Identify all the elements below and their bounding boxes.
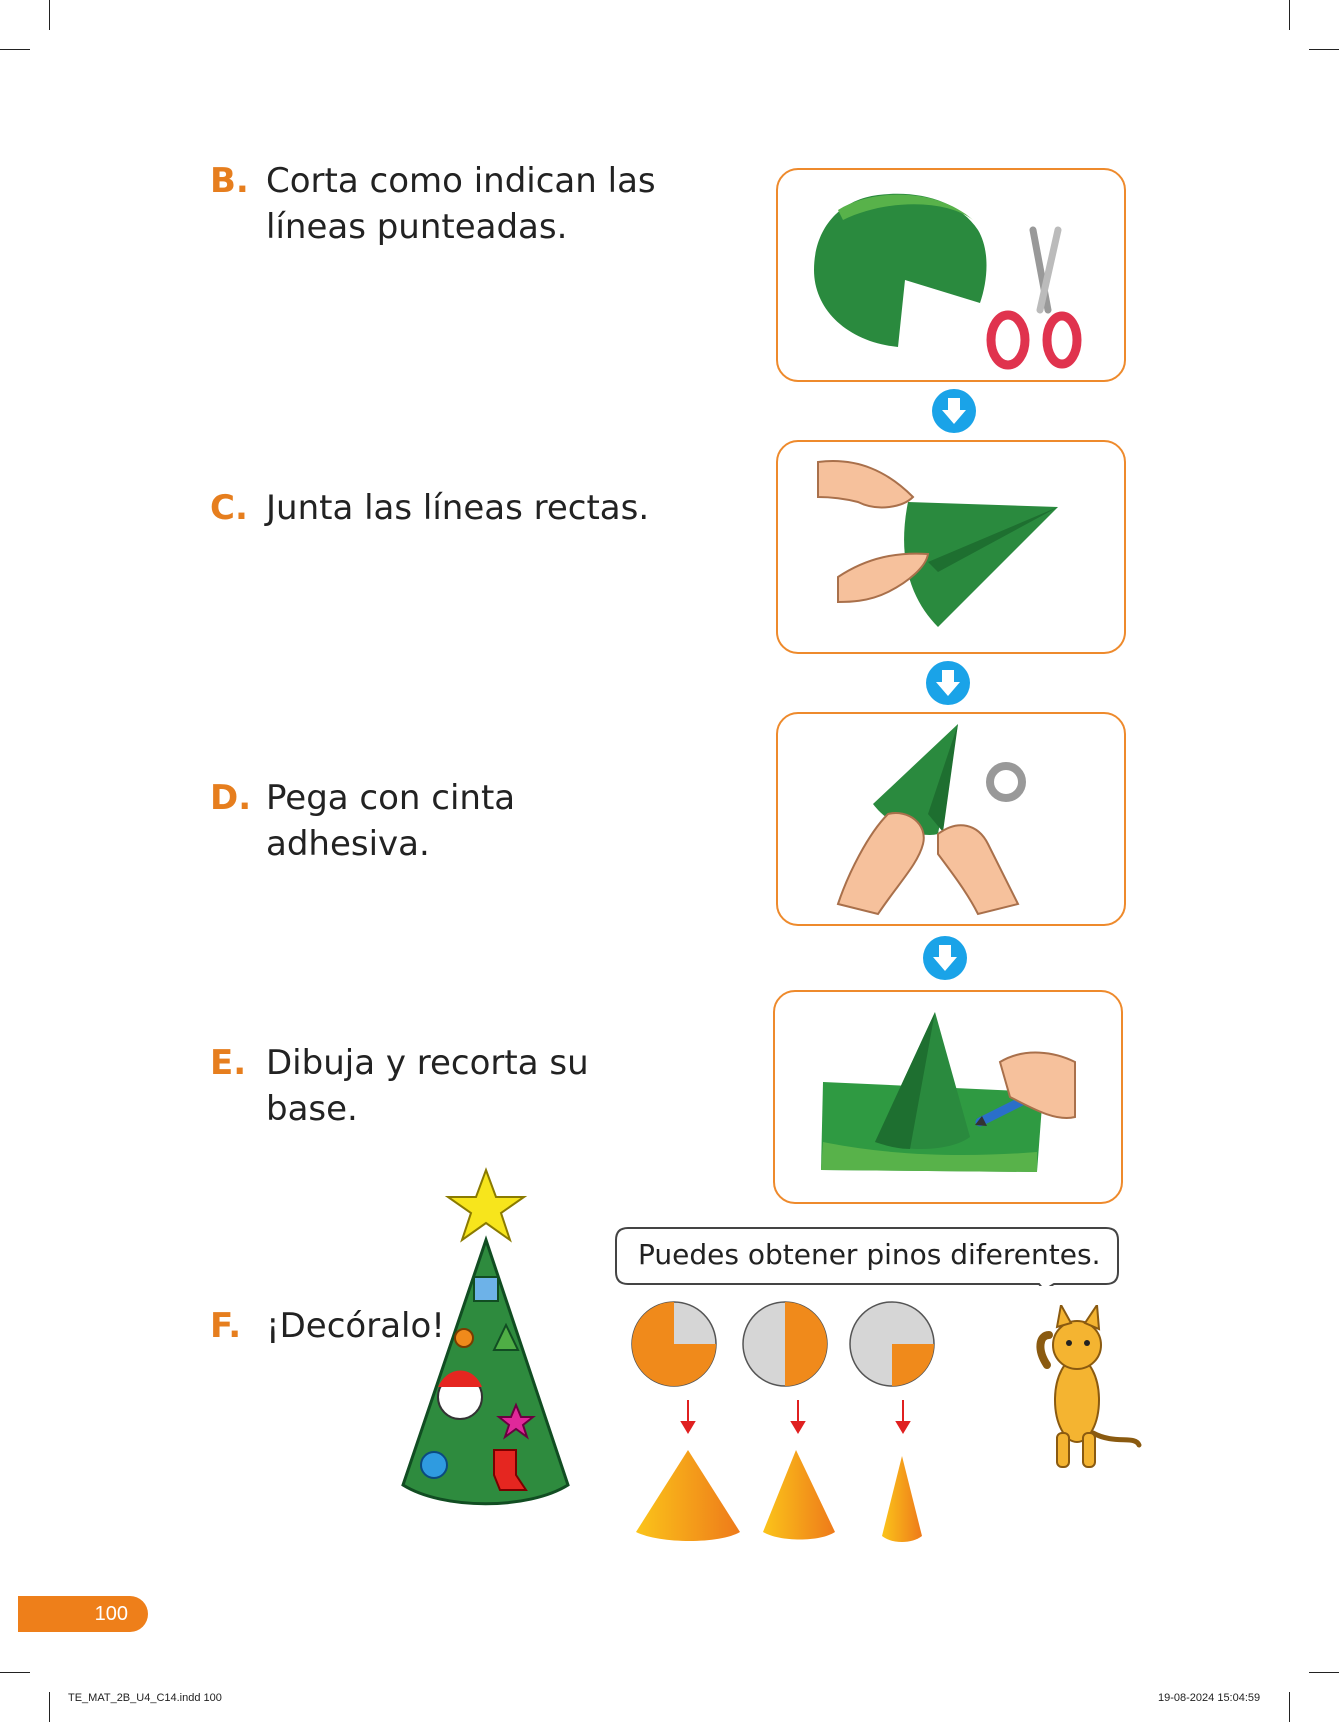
crop-mark: [1309, 1672, 1339, 1673]
sector-to-cone-diagram: [630, 1300, 960, 1560]
cone-narrow: [882, 1456, 922, 1542]
panel-cut-circle: [776, 168, 1126, 382]
cat-character: [1035, 1305, 1145, 1475]
step-b: [210, 158, 686, 250]
step-letter: C.: [210, 488, 248, 528]
crop-mark: [0, 49, 30, 50]
crop-mark: [49, 1692, 50, 1722]
cone-wide: [636, 1450, 740, 1541]
step-letter: E.: [210, 1043, 247, 1083]
step-text: Corta como indican las líneas punteadas.: [266, 161, 656, 247]
crop-mark: [0, 1672, 30, 1673]
step-e: [210, 1040, 686, 1132]
circle-three-quarters: [632, 1302, 716, 1386]
footer-file: TE_MAT_2B_U4_C14.indd 100: [68, 1692, 222, 1704]
circle-quarter: [850, 1302, 934, 1386]
cone-medium: [763, 1450, 835, 1540]
down-arrow-icon: [925, 660, 971, 706]
crop-mark: [1289, 0, 1290, 30]
green-cone-sheet: [904, 502, 1058, 627]
step-text: ¡Decóralo!: [266, 1306, 445, 1346]
step-text: Dibuja y recorta su base.: [266, 1043, 589, 1129]
down-arrow-icon: [931, 388, 977, 434]
star-icon: [448, 1170, 524, 1240]
panel-tape-cone: [776, 712, 1126, 926]
hand-top: [818, 461, 913, 507]
green-circle-sector: [814, 194, 987, 347]
step-text: Junta las líneas rectas.: [266, 488, 650, 528]
crop-mark: [1289, 1692, 1290, 1722]
crop-mark: [1309, 49, 1339, 50]
step-letter: F.: [210, 1306, 242, 1346]
speech-bubble-text: Puedes obtener pinos diferentes.: [638, 1238, 1101, 1271]
circle-half: [743, 1302, 827, 1386]
step-c: [210, 485, 686, 531]
page-number: 100: [18, 1596, 148, 1632]
footer-timestamp: 19-08-2024 15:04:59: [1158, 1692, 1261, 1704]
tape-roll-icon: [990, 766, 1022, 798]
panel-draw-base: [773, 990, 1123, 1204]
scissors-icon: [991, 230, 1077, 365]
decorated-tree: [398, 1165, 573, 1520]
panel-join-lines: [776, 440, 1126, 654]
step-text: Pega con cinta adhesiva.: [266, 778, 516, 864]
step-letter: D.: [210, 778, 252, 818]
crop-mark: [49, 0, 50, 30]
down-arrow-icon: [922, 935, 968, 981]
step-d: [210, 775, 686, 867]
step-letter: B.: [210, 161, 249, 201]
